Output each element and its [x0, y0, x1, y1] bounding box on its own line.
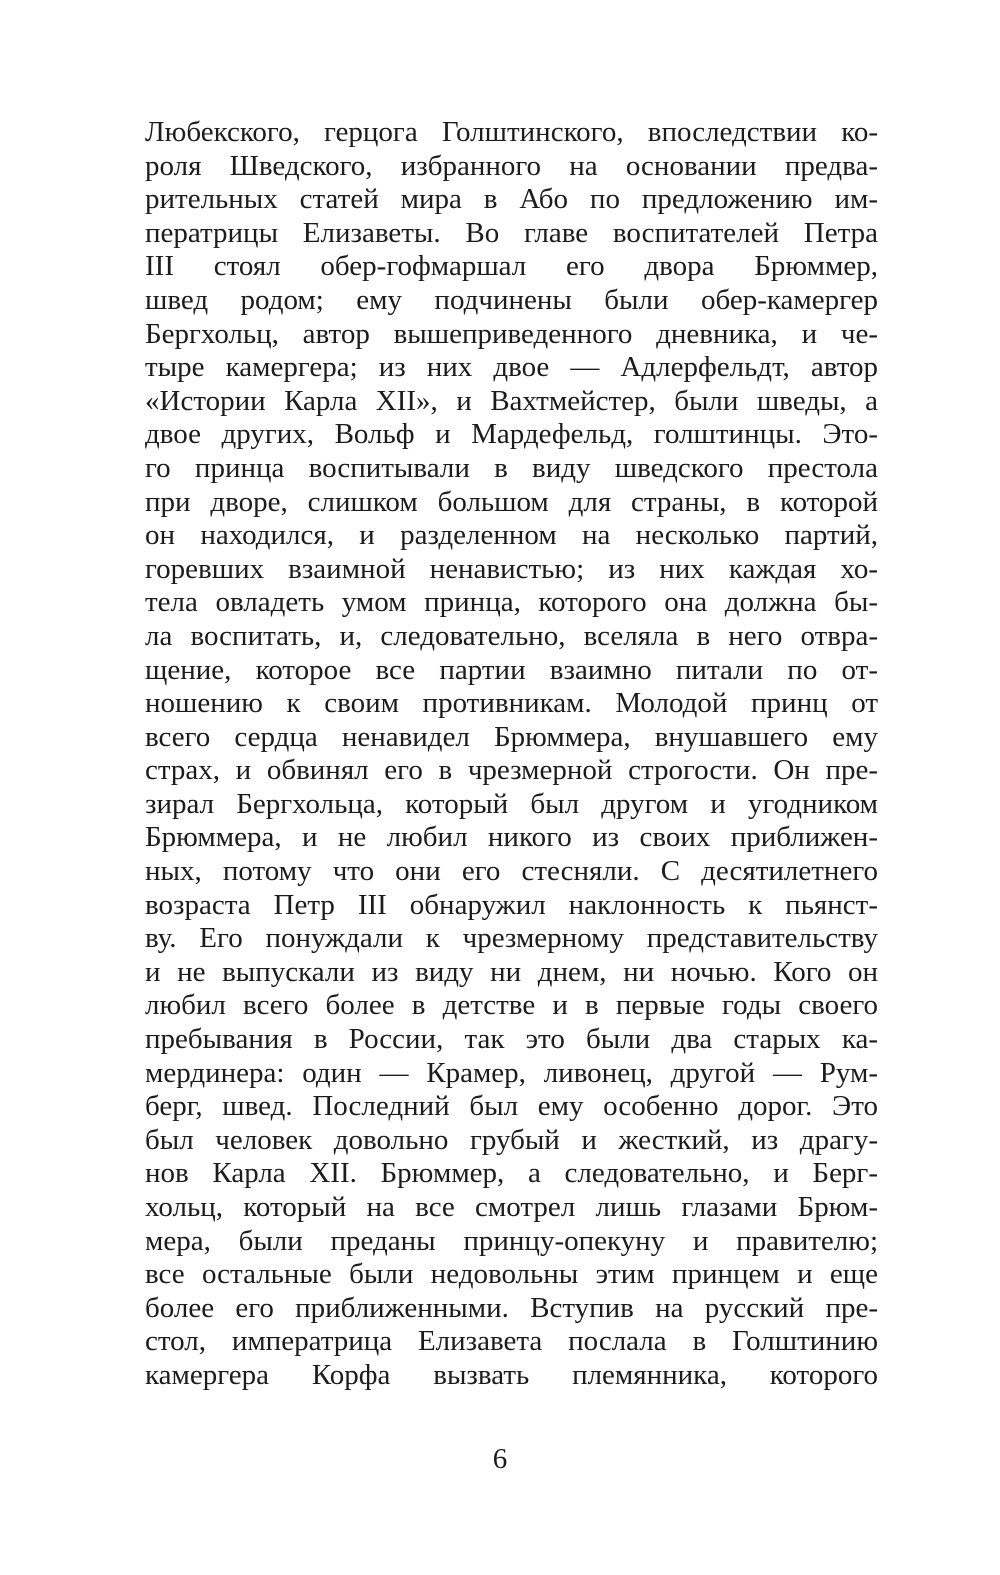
text-line: всего сердца ненавидел Брюммера, внушавшего ему [145, 720, 878, 753]
text-line: зирал Бергхольца, который был другом и угодником [145, 787, 878, 820]
text-line: был человек довольно грубый и жесткий, из драгу- [145, 1123, 878, 1156]
text-line: ных, потому что они его стесняли. С десятилетнего [145, 855, 878, 888]
text-line: го принца воспитывали в виду шведского престола [145, 451, 878, 484]
text-line: при дворе, слишком большом для страны, в которой [145, 485, 878, 518]
text-line: он находился, и разделенном на несколько партий, [145, 519, 878, 552]
text-line: тыре камергера; из них двое — Адлерфельдт, автор [145, 351, 878, 384]
text-line: ношению к своим противникам. Молодой принц от [145, 687, 878, 720]
text-line: рительных статей мира в Або по предложению им- [145, 183, 878, 216]
text-line: двое других, Вольф и Мардефельд, голштинцы. Это- [145, 418, 878, 451]
text-line: и не выпускали из виду ни днем, ни ночью. Кого он [145, 955, 878, 988]
text-line: пребывания в России, так это были два старых ка- [145, 1023, 878, 1056]
text-line: горевших взаимной ненавистью; из них каждая хо- [145, 552, 878, 585]
page-number: 6 [492, 1443, 508, 1475]
text-line: ператрицы Елизаветы. Во главе воспитателей Петра [145, 216, 878, 249]
text-line: мердинера: один — Крамер, ливонец, другой — Рум- [145, 1056, 878, 1089]
text-line: III стоял обер-гофмаршал его двора Брюммер, [145, 250, 878, 283]
text-line: Бергхольц, автор вышеприведенного дневника, и че- [145, 317, 878, 350]
text-line: камергера Корфа вызвать племянника, которого [145, 1358, 878, 1391]
text-line: Брюммера, и не любил никого из своих приближен- [145, 821, 878, 854]
text-line: ла воспитать, и, следовательно, вселяла в него отвра- [145, 619, 878, 652]
text-line: тела овладеть умом принца, которого она должна бы- [145, 586, 878, 619]
text-line: роля Шведского, избранного на основании предва- [145, 149, 878, 182]
text-line: мера, были преданы принцу-опекуну и правителю; [145, 1224, 878, 1257]
text-line: более его приближенными. Вступив на русский пре- [145, 1291, 878, 1324]
text-line: все остальные были недовольны этим принцем и еще [145, 1258, 878, 1291]
text-line: страх, и обвинял его в чрезмерной строгости. Он пре- [145, 754, 878, 787]
body-text [145, 116, 878, 1393]
text-line: Любекского, герцога Голштинского, впоследствии ко- [145, 116, 878, 148]
text-line: стол, императрица Елизавета послала в Голштинию [145, 1325, 878, 1358]
text-line: хольц, который на все смотрел лишь глазами Брюм- [145, 1191, 878, 1223]
text-line: любил всего более в детстве и в первые годы своего [145, 989, 878, 1022]
text-line: «Истории Карла XII», и Вахтмейстер, были шведы, а [145, 384, 878, 417]
text-line: ву. Его понуждали к чрезмерному представительству [145, 922, 878, 955]
text-line: швед родом; ему подчинены были обер-камергер [145, 283, 878, 316]
text-line: щение, которое все партии взаимно питали по от- [145, 653, 878, 686]
text-line: возраста Петр III обнаружил наклонность к пьянст- [145, 888, 878, 921]
text-line: берг, швед. Последний был ему особенно дорог. Это [145, 1090, 878, 1123]
text-line: нов Карла XII. Брюммер, а следовательно, и Берг- [145, 1157, 878, 1190]
